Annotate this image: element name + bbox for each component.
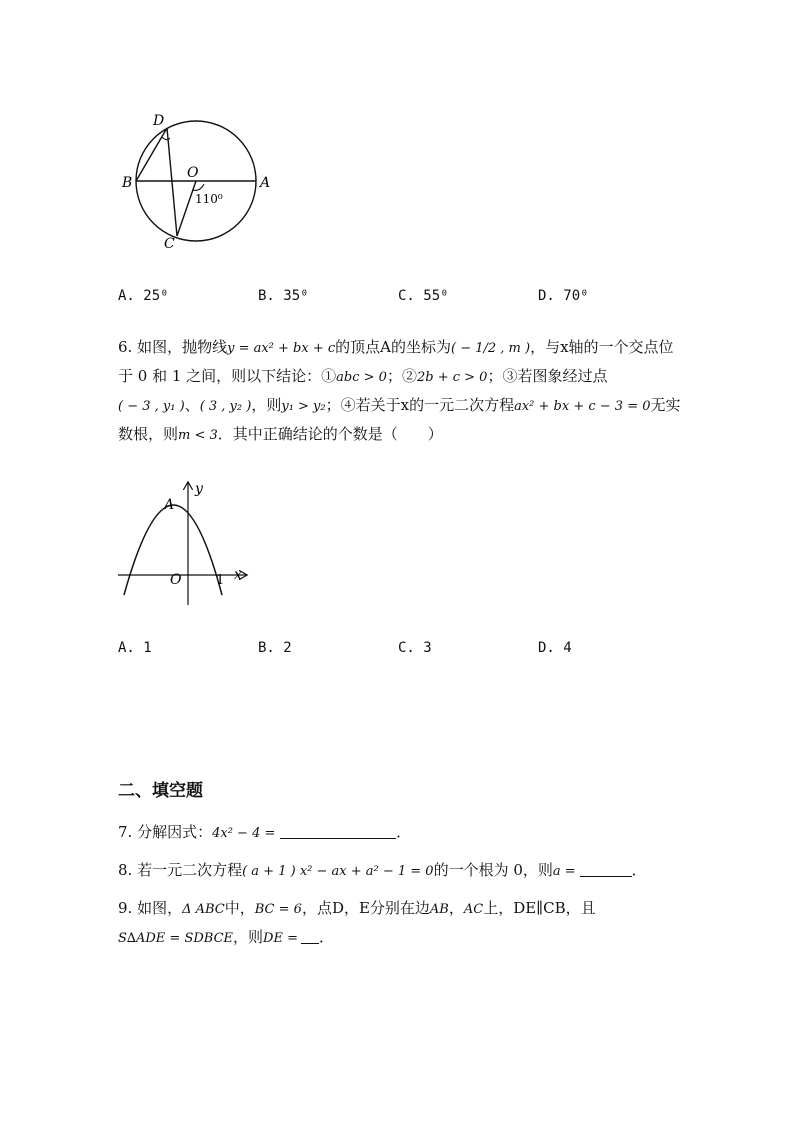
q9-text: ，	[448, 899, 464, 917]
q6-text: ；②	[386, 367, 417, 385]
q9-text: ，点D，E分别在边	[301, 899, 430, 917]
q7-question	[118, 818, 688, 847]
q6-text: 数根，则	[118, 425, 179, 443]
q6-text: ；④若关于x的一元二次方程	[325, 396, 515, 414]
segment-db	[136, 128, 167, 181]
q9-text: 中，	[224, 899, 255, 917]
q6-text: 于 0 和 1 之间，则以下结论：①	[118, 367, 337, 385]
q6-parabola-figure	[110, 475, 260, 615]
angle-d-arc	[162, 137, 170, 140]
q6-equation: ax² + bx + c − 3 = 0	[514, 399, 651, 414]
label-x: x	[234, 567, 242, 583]
segment-dc	[167, 128, 177, 236]
label-vertex-a: A	[164, 497, 175, 513]
q7-text: ．	[396, 823, 412, 841]
q6-text: ；③若图象经过点	[487, 367, 608, 385]
q6-point-1: ( − 3 , y₁ )	[118, 399, 185, 414]
q7-text: 7. 分解因式：	[118, 823, 213, 841]
q6-text: 无实	[650, 396, 681, 414]
q6-text: 的顶点A的坐标为	[335, 338, 451, 356]
q6-text: ，则	[251, 396, 282, 414]
label-one: 1	[216, 573, 225, 588]
q8-answer-blank[interactable]	[580, 862, 632, 877]
q6-option-a[interactable]: A. 1	[118, 640, 152, 656]
q6-text: 6. 如图，抛物线	[118, 338, 228, 356]
q6-parabola-eq: y = ax² + bx + c	[227, 341, 336, 356]
q9-answer-blank[interactable]	[301, 929, 319, 944]
q9-bc-length: BC = 6	[254, 902, 302, 917]
q6-option-d[interactable]: D. 4	[538, 640, 572, 656]
q6-inequality: y₁ > y₂	[281, 399, 326, 414]
q6-vertex-coord: ( − 1/2 , m )	[450, 341, 531, 356]
q6-m-condition: m < 3	[178, 428, 218, 443]
q8-equation: ( a + 1 ) x² − ax + a² − 1 = 0	[242, 864, 434, 879]
q7-answer-blank[interactable]	[280, 824, 396, 839]
q9-triangle: Δ ABC	[182, 902, 225, 917]
q5-circle-figure	[110, 100, 280, 260]
q6-text: ．其中正确结论的个数是（ ）	[217, 425, 443, 443]
section-title: 二、填空题	[118, 781, 203, 801]
q6-question	[118, 333, 688, 449]
q5-option-c[interactable]: C. 55⁰	[398, 288, 449, 304]
q6-text: 、	[184, 396, 200, 414]
label-y: y	[195, 481, 203, 497]
q5-options	[118, 288, 718, 312]
q9-side-ab: AB	[429, 902, 449, 917]
q9-de-variable: DE =	[263, 931, 298, 946]
q8-text: ．	[631, 861, 647, 879]
q9-side-ac: AC	[463, 902, 484, 917]
label-o: O	[187, 165, 199, 181]
q7-expression: 4x² − 4 =	[212, 826, 276, 841]
q5-option-a[interactable]: A. 25⁰	[118, 288, 169, 304]
q6-option-b[interactable]: B. 2	[258, 640, 292, 656]
q6-conclusion-1: abc > 0	[336, 370, 387, 385]
q8-text: 8. 若一元二次方程	[118, 861, 243, 879]
q9-text: 上，DE∥CB，且	[483, 899, 596, 917]
q6-point-2: ( 3 , y₂ )	[199, 399, 252, 414]
q9-area-equation: S∆ADE = SDBCE	[118, 931, 234, 946]
q9-text: 9. 如图，	[118, 899, 183, 917]
label-b: B	[122, 175, 133, 191]
q8-text: 的一个根为 0，则	[433, 861, 553, 879]
label-origin: O	[170, 572, 182, 588]
q6-conclusion-2: 2b + c > 0	[416, 370, 488, 385]
q9-question	[118, 894, 688, 952]
segment-oc	[177, 181, 196, 236]
label-a: A	[260, 175, 271, 191]
label-c: C	[164, 236, 175, 252]
q9-text: ，则	[233, 928, 264, 946]
label-angle-110: 110⁰	[195, 192, 223, 206]
q8-question	[118, 856, 688, 885]
q5-option-b[interactable]: B. 35⁰	[258, 288, 309, 304]
q6-text: ，与x轴的一个交点位	[530, 338, 674, 356]
q8-variable: a =	[552, 864, 576, 879]
q5-option-d[interactable]: D. 70⁰	[538, 288, 589, 304]
q6-option-c[interactable]: C. 3	[398, 640, 432, 656]
q9-text: ．	[318, 928, 334, 946]
q6-options	[118, 640, 718, 664]
label-d: D	[153, 113, 165, 129]
